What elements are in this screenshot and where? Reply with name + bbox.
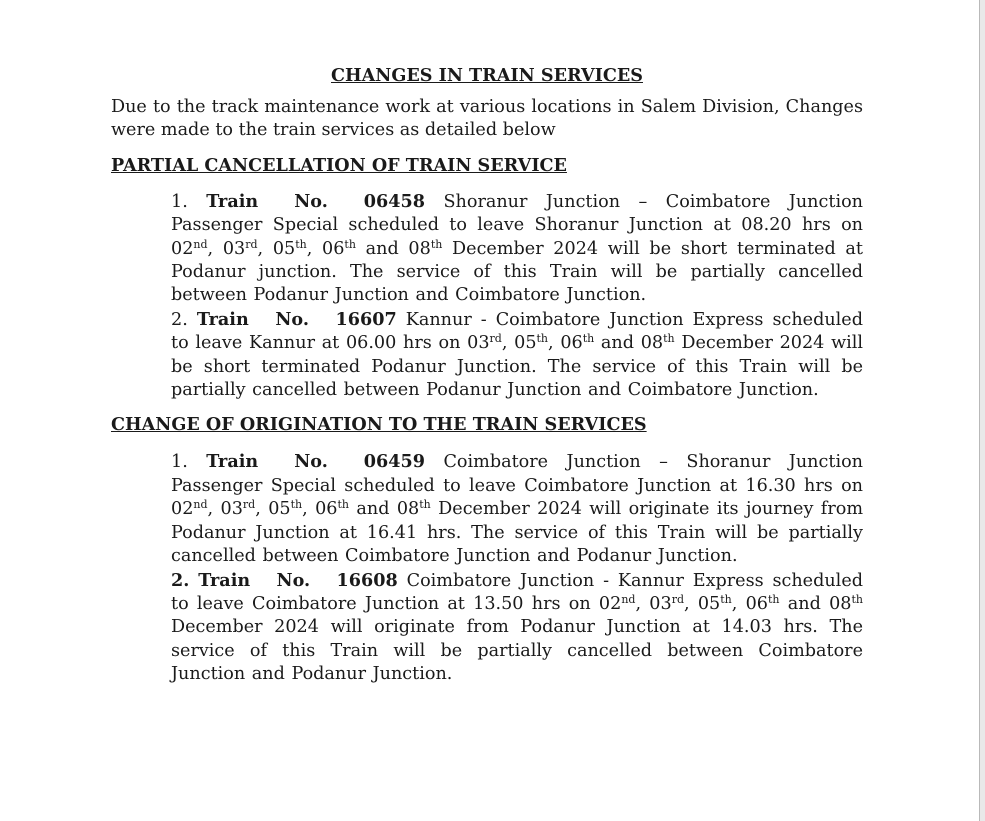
train-number: Train No. 06458 [206,190,426,212]
ordinal-suffix: th [851,592,863,606]
ordinal-suffix: th [768,592,780,606]
ordinal-suffix: th [344,237,356,251]
ordinal-suffix: th [295,237,307,251]
ordinal-suffix: th [430,237,443,251]
list-item [171,569,863,687]
train-number: Train No. 06459 [206,451,426,473]
item-text: Shoranur Junction – Coimbatore Junction Passenger Special scheduled to leave Shoranur Junction at 08.20 hrs on 02 [171,191,863,259]
item-text: , 05 [501,333,537,354]
item-text: Kannur - Coimbatore Junction Express scheduled to leave Kannur at 06.00 hrs on 03 [171,309,863,354]
ordinal-suffix: nd [621,592,636,606]
ordinal-suffix: th [337,498,349,512]
list-item [171,308,863,403]
ordinal-suffix: nd [193,237,208,251]
item-text: , 03 [635,593,672,614]
ordinal-suffix: th [720,592,732,606]
item-text: , 03 [207,238,246,259]
item-text: , 05 [255,499,291,520]
intro-paragraph: Due to the track maintenance work at various locations in Salem Division, Changes were made to the train services as detailed below [111,97,863,141]
item-text: and 08 [779,593,852,614]
ordinal-suffix: th [663,332,675,346]
document-body [111,64,863,687]
ordinal-suffix: rd [245,237,258,251]
item-number: 2. [171,309,188,330]
document-title: CHANGES IN TRAIN SERVICES [331,65,643,86]
item-text: , 06 [731,593,768,614]
ordinal-suffix: th [536,332,549,346]
ordinal-suffix: rd [242,498,256,512]
train-number: Train No. 16607 [196,308,397,330]
list-item [171,190,863,308]
item-text: and 08 [594,333,664,354]
item-text: , 05 [257,238,296,259]
ordinal-suffix: rd [489,332,502,346]
ordinal-suffix: nd [193,498,208,512]
item-text: December 2024 will originate from Podanur Junction at 14.03 hrs. The service of this Train will be partially cancelled between Coimbatore Junction and Podanur Junction. [171,617,863,685]
train-number: Train No. 16608 [198,569,398,591]
list-item [171,450,863,568]
item-text: and 08 [349,499,420,520]
ordinal-suffix: th [582,332,595,346]
item-text: , 06 [548,333,583,354]
item-text: December 2024 will originate its journey from Podanur Junction at 16.41 hrs. The service of this Train will be partially cancelled between Coimbatore Junction and Podanur Junction. [171,499,863,567]
section-items-partial-cancellation [171,190,863,403]
item-text: , 03 [207,499,243,520]
section-items-change-of-origination [171,450,863,686]
item-text: , 06 [302,499,338,520]
item-text: December 2024 will be short terminated at Podanur junction. The service of this Train will be partially cancelled between Podanur Junction and Coimbatore Junction. [171,238,863,306]
item-number: 1. [171,452,188,473]
item-text: and 08 [355,238,431,259]
item-text: , 06 [306,238,345,259]
page-edge [979,0,985,821]
ordinal-suffix: rd [671,592,685,606]
item-text: December 2024 will be short terminated Podanur Junction. The service of this Train will be partially cancelled between Podanur Junction and Coimbatore Junction. [171,333,864,401]
item-text: , 05 [684,593,721,614]
ordinal-suffix: th [419,498,431,512]
ordinal-suffix: th [290,498,303,512]
item-text: Coimbatore Junction - Kannur Express scheduled to leave Coimbatore Junction at 13.50 hrs on 02 [171,570,863,614]
item-number: 2. [171,569,190,591]
item-number: 1. [171,191,188,212]
section-heading-change-of-origination: CHANGE OF ORIGINATION TO THE TRAIN SERVICES [111,414,647,436]
section-heading-partial-cancellation: PARTIAL CANCELLATION OF TRAIN SERVICE [111,154,567,176]
item-text: Coimbatore Junction – Shoranur Junction Passenger Special scheduled to leave Coimbatore Junction at 16.30 hrs on 02 [171,452,863,520]
